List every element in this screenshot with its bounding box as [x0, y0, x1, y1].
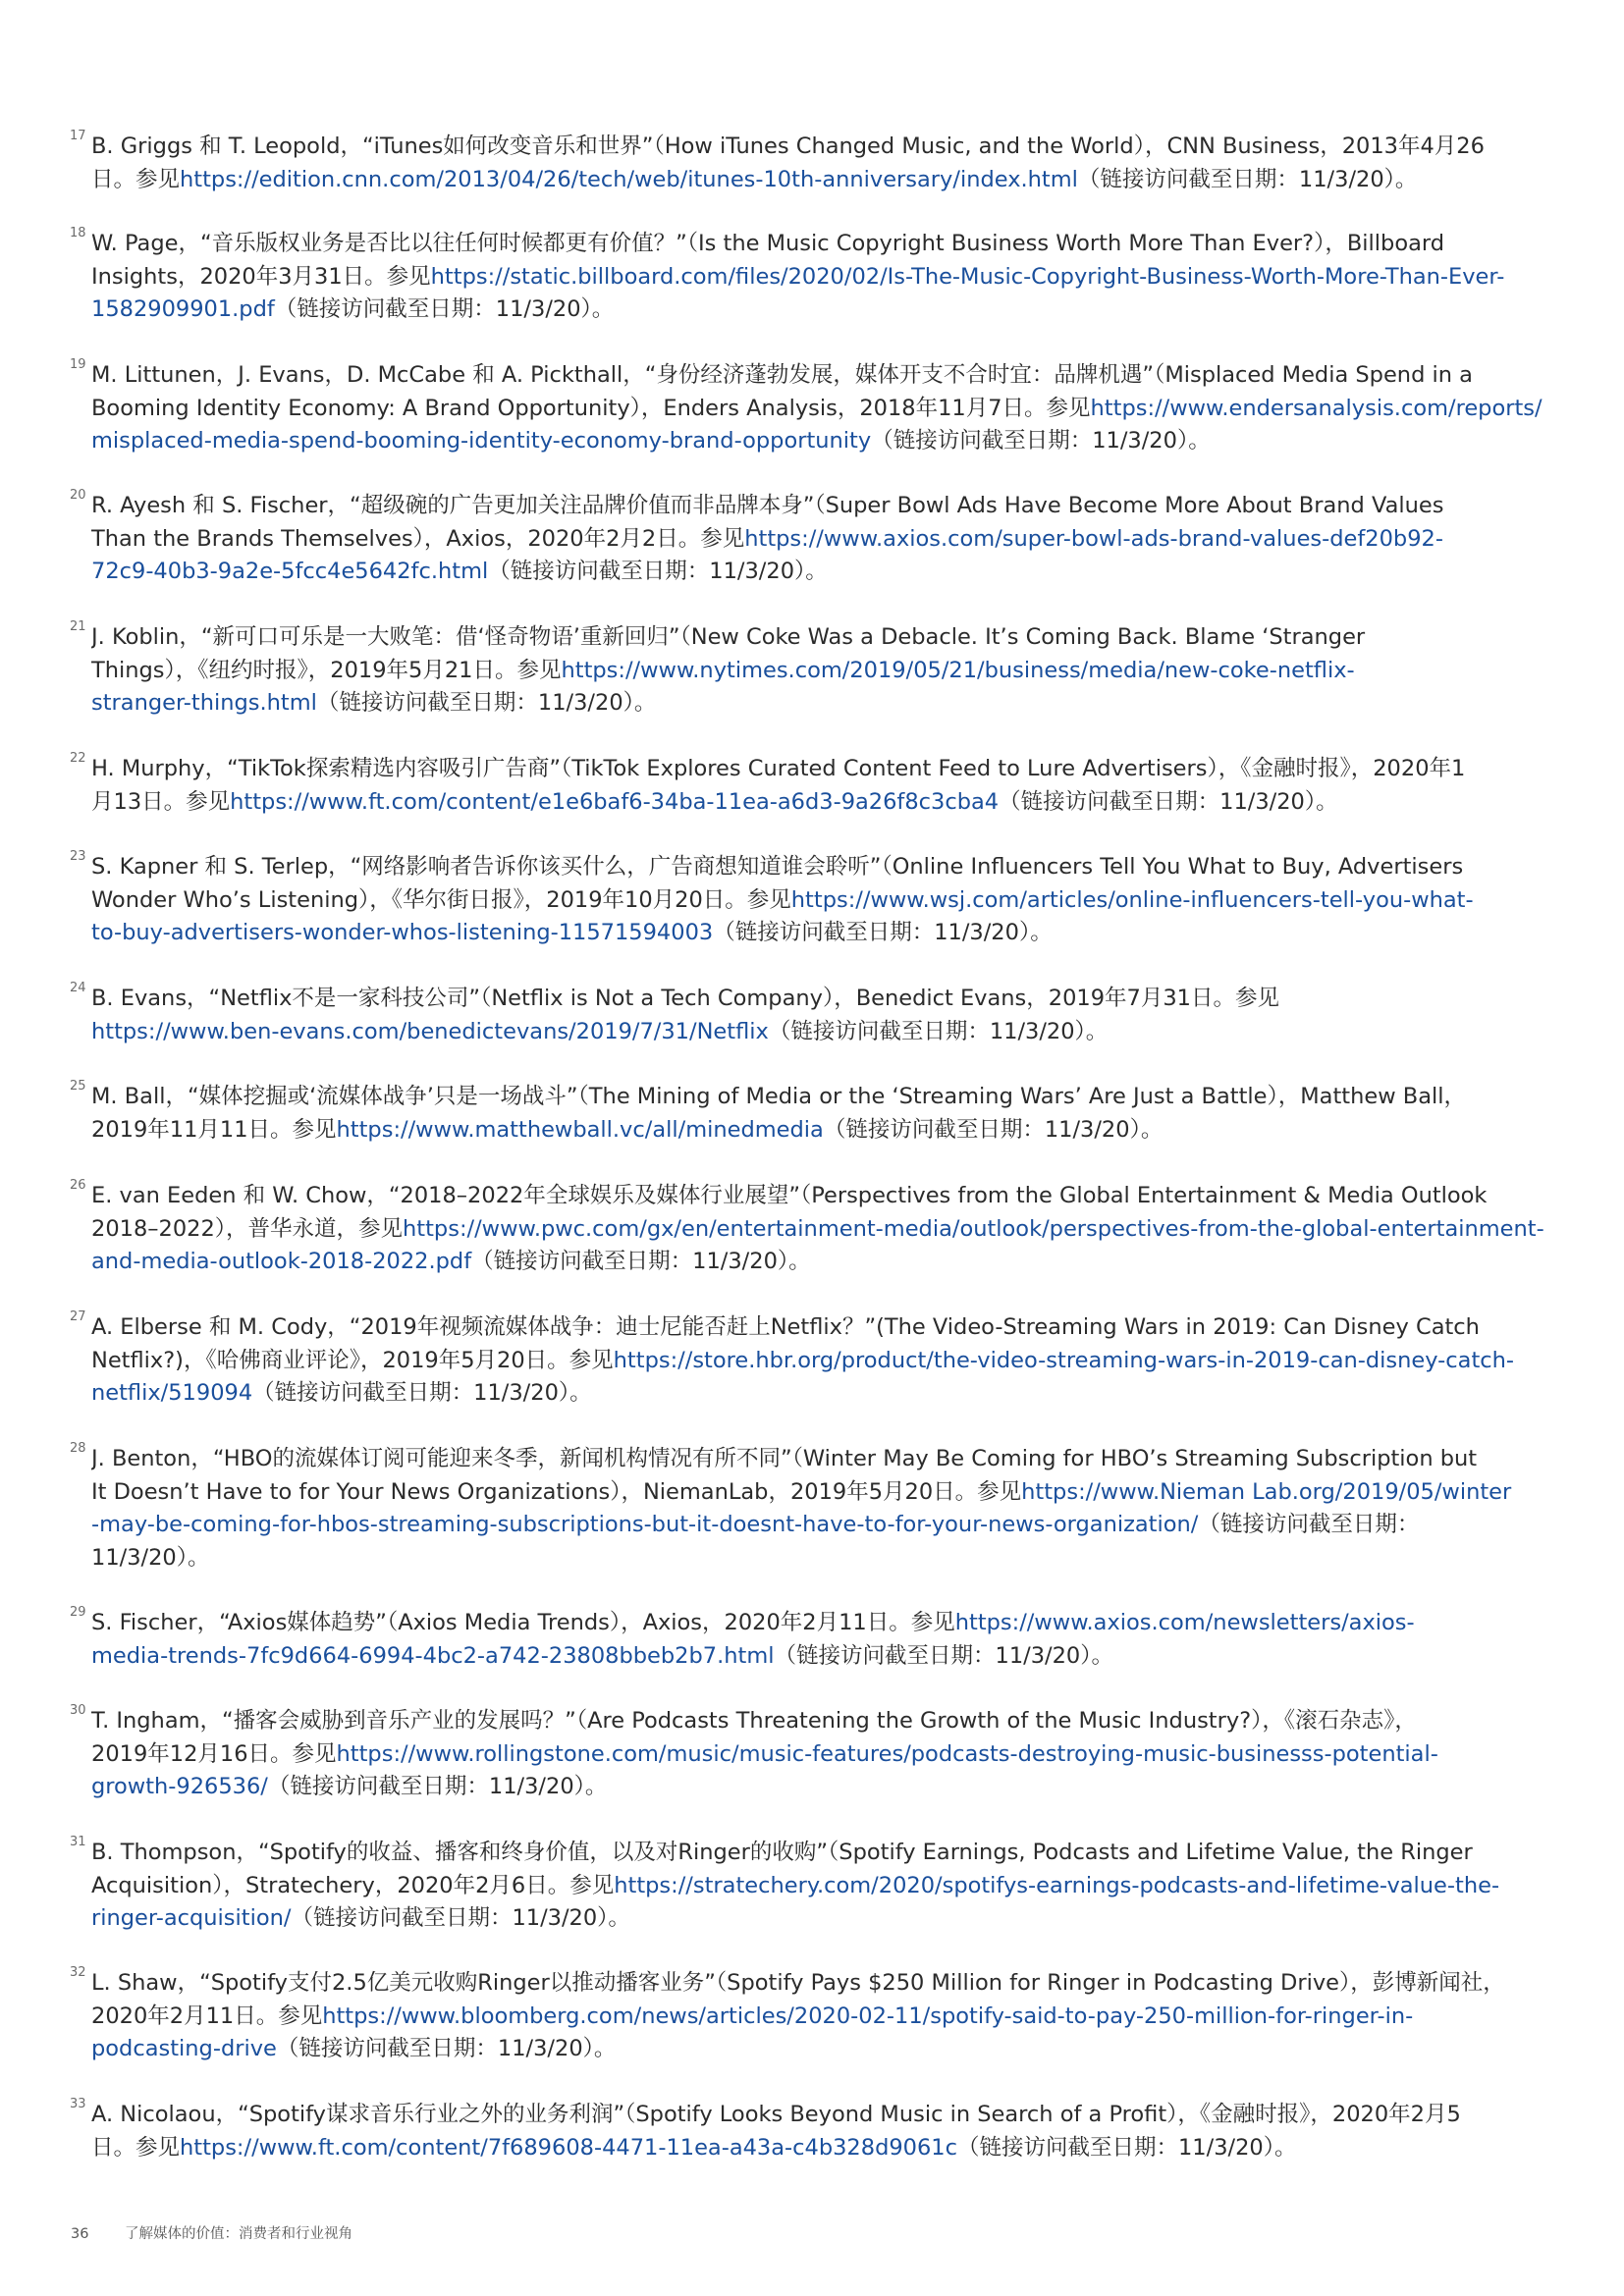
citation-link[interactable]: https://edition.cnn.com/2013/04/26/tech/web/itunes-10th-anniversary/index.html: [180, 166, 1078, 192]
citation-link[interactable]: https://www.bloomberg.com/news/articles/2020-02-11/spotify-said-to-pay-250-million-for-ringer-in-: [322, 2002, 1414, 2029]
citation-link[interactable]: https://www.ft.com/content/e1e6baf6-34ba-11ea-a6d3-9a26f8c3cba4: [230, 788, 1000, 815]
footnote-number: 20: [70, 488, 86, 503]
footnote-line: [91, 359, 1566, 393]
citation-text: M. Ball，“媒体挖掘或‘流媒体战争’只是一场战斗”（The Mining of Media or the ‘Streaming Wars’ Are Just a Battle），Matthew Ball，: [91, 1084, 1466, 1109]
citation-link[interactable]: growth-926536/: [91, 1774, 268, 1800]
footnote-number: 32: [70, 1965, 86, 1980]
footnote-number: 19: [70, 357, 86, 372]
citation-text: Insights，2020年3月31日。参见: [91, 263, 431, 290]
footnote-line: [91, 983, 1566, 1016]
citation-text: R. Ayesh 和 S. Fischer，“超级碗的广告更加关注品牌价值而非品牌本身”（Super Bowl Ads Have Become More About Brand Values: [91, 493, 1444, 518]
footnote-number: 24: [70, 981, 86, 995]
footnote-number: 18: [70, 226, 86, 240]
citation-link[interactable]: ringer-acquisition/: [91, 1905, 292, 1932]
footnote-line: [91, 556, 1566, 589]
citation-text: E. van Eeden 和 W. Chow，“2018–2022年全球娱乐及媒体行业展望”（Perspectives from the Global Entertainment & Media Outlook: [91, 1183, 1488, 1208]
footnote-line: [91, 1870, 1566, 1903]
citation-link[interactable]: media-trends-7fc9d664-6994-4bc2-a742-23808bbeb2b7.html: [91, 1642, 775, 1669]
footnote-line: [91, 621, 1566, 655]
footnote: [70, 1309, 1566, 1411]
footnote-line: [91, 917, 1566, 950]
citation-text: 2018–2022），普华永道，参见: [91, 1215, 404, 1242]
footnote-number: 29: [70, 1605, 86, 1620]
footnote-line: [91, 753, 1566, 786]
footnote-line: [91, 2099, 1566, 2132]
footnote-line: [91, 490, 1566, 523]
footnote: [70, 1965, 1566, 2066]
footnote: [70, 129, 1566, 196]
footer-title: 了解媒体的价值：消费者和行业视角: [125, 2226, 352, 2242]
footnote-line: [91, 884, 1566, 918]
footnote-line: [91, 1114, 1566, 1148]
citation-text: （链接访问截至日期：11/3/20）。: [291, 1905, 630, 1932]
footnote: [70, 357, 1566, 458]
citation-link[interactable]: podcasting-drive: [91, 2036, 277, 2062]
citation-text: Things），《纽约时报》，2019年5月21日。参见: [91, 657, 562, 683]
footnote: [70, 226, 1566, 327]
citation-link[interactable]: -may-be-coming-for-hbos-streaming-subscriptions-but-it-doesnt-have-to-for-your-news-organization/: [91, 1512, 1199, 1538]
footnote-number: 22: [70, 751, 86, 766]
citation-text: Than the Brands Themselves），Axios，2020年2月2日。参见: [91, 525, 745, 552]
citation-text: 2019年11月11日。参见: [91, 1116, 337, 1143]
citation-text: 2019年12月16日。参见: [91, 1740, 337, 1767]
citation-text: 日。参见: [91, 166, 181, 192]
citation-text: J. Koblin，“新可口可乐是一大败笔：借‘怪奇物语’重新回归”（New Coke Was a Debacle. It’s Coming Back. Blame ‘Stranger: [91, 624, 1366, 650]
footnote: [70, 1178, 1566, 1279]
citation-link[interactable]: https://www.wsj.com/articles/online-influencers-tell-you-what-: [790, 886, 1474, 913]
citation-text: 2020年2月11日。参见: [91, 2002, 323, 2029]
citation-link[interactable]: https://static.billboard.com/files/2020/02/Is-The-Music-Copyright-Business-Worth-More-Than-Ever-: [430, 263, 1505, 290]
citation-text: B. Griggs 和 T. Leopold，“iTunes如何改变音乐和世界”（How iTunes Changed Music, and the World），CNN Business，2013年4月26: [91, 133, 1485, 159]
footnote: [70, 619, 1566, 721]
citation-text: （链接访问截至日期：11/3/20）。: [774, 1642, 1113, 1669]
footnote-number: 26: [70, 1178, 86, 1193]
citation-text: Acquisition），Stratechery，2020年2月6日。参见: [91, 1872, 615, 1898]
footnote-line: [91, 1542, 1566, 1575]
footnote: [70, 2097, 1566, 2164]
citation-text: （链接访问截至日期：11/3/20）。: [252, 1380, 592, 1407]
footnote: [70, 1441, 1566, 1575]
citation-text: （链接访问截至日期：11/3/20）。: [999, 788, 1338, 815]
footnote-line: [91, 294, 1566, 327]
citation-link[interactable]: https://www.rollingstone.com/music/music-features/podcasts-destroying-music-businesss-potential-: [336, 1740, 1438, 1767]
footnote-number: 30: [70, 1703, 86, 1718]
footnote-line: [91, 1705, 1566, 1738]
citation-text: （链接访问截至日期：11/3/20）。: [276, 2036, 617, 2062]
footnote-line: [91, 1016, 1566, 1049]
citation-text: M. Littunen，J. Evans，D. McCabe 和 A. Pickthall，“身份经济蓬勃发展，媒体开支不合时宜：品牌机遇”（Misplaced Media Spend in a: [91, 362, 1473, 388]
citation-text: （链接访问截至日期：11/3/20）。: [488, 559, 828, 585]
footnote-number: 21: [70, 619, 86, 634]
footnote-line: [91, 1476, 1566, 1510]
citation-link[interactable]: https://www.pwc.com/gx/en/entertainment-media/outlook/perspectives-from-the-global-entertainment-: [403, 1215, 1544, 1242]
footnote: [70, 751, 1566, 819]
citation-text: H. Murphy，“TikTok探索精选内容吸引广告商”（TikTok Explores Curated Content Feed to Lure Advertisers），《金融时报》，2020年1: [91, 756, 1466, 781]
footnote-line: [91, 523, 1566, 557]
citation-text: Wonder Who’s Listening），《华尔街日报》，2019年10月20日。参见: [91, 886, 791, 913]
footnote-line: [91, 261, 1566, 294]
citation-text: J. Benton，“HBO的流媒体订阅可能迎来冬季，新闻机构情况有所不同”（Winter May Be Coming for HBO’s Streaming Subscription but: [91, 1446, 1478, 1471]
footnote-number: 33: [70, 2097, 86, 2111]
page-footer: [71, 2222, 352, 2243]
citation-link[interactable]: https://www.ft.com/content/7f689608-4471-11ea-a43a-c4b328d9061c: [180, 2134, 957, 2161]
footnote: [70, 1605, 1566, 1673]
citation-text: B. Thompson，“Spotify的收益、播客和终身价值，以及对Ringer的收购”（Spotify Earnings, Podcasts and Lifetime Value, the Ringer: [91, 1840, 1473, 1865]
footnote-line: [91, 1246, 1566, 1279]
footnote-line: [91, 2132, 1566, 2165]
footnote-line: [91, 1345, 1566, 1378]
citation-link[interactable]: misplaced-media-spend-booming-identity-economy-brand-opportunity: [91, 428, 872, 454]
citation-link[interactable]: netflix/519094: [91, 1380, 253, 1407]
citation-text: A. Elberse 和 M. Cody，“2019年视频流媒体战争：迪士尼能否赶上Netflix？”(The Video-Streaming Wars in 2019: Can Disney Catch: [91, 1314, 1480, 1340]
citation-link[interactable]: https://www.axios.com/newsletters/axios-: [954, 1610, 1415, 1635]
citation-text: （链接访问截至日期：11/3/20）。: [871, 428, 1211, 454]
footnote-line: [91, 1640, 1566, 1674]
citation-text: （链接访问截至日期：11/3/20）。: [471, 1249, 811, 1275]
citation-text: S. Kapner 和 S. Terlep，“网络影响者告诉你该买什么，广告商想知道谁会聆听”（Online Influencers Tell You What to Buy, Advertisers: [91, 854, 1464, 880]
citation-link[interactable]: stranger-things.html: [91, 690, 317, 717]
footnote-line: [91, 1738, 1566, 1772]
footnote: [70, 488, 1566, 589]
citation-text: 11/3/20）。: [91, 1544, 210, 1571]
citation-text: 月13日。参见: [91, 788, 231, 815]
citation-text: W. Page，“音乐版权业务是否比以往任何时候都更有价值？”（Is the Music Copyright Business Worth More Than Ever?），Billboard: [91, 231, 1445, 256]
citation-link[interactable]: https://www.ben-evans.com/benedictevans/2019/7/31/Netflix: [91, 1018, 769, 1044]
footnote-line: [91, 1081, 1566, 1114]
footnote-line: [91, 131, 1566, 164]
footnote-line: [91, 1607, 1566, 1640]
citation-text: （链接访问截至日期：11/3/20）。: [956, 2134, 1297, 2161]
citation-text: S. Fischer，“Axios媒体趋势”（Axios Media Trends），Axios，2020年2月11日。参见: [91, 1610, 955, 1635]
footnote-line: [91, 1509, 1566, 1542]
citation-link[interactable]: https://www.nytimes.com/2019/05/21/business/media/new-coke-netflix-: [561, 657, 1355, 683]
citation-link[interactable]: 72c9-40b3-9a2e-5fcc4e5642fc.html: [91, 559, 489, 585]
citation-link[interactable]: https://www.axios.com/super-bowl-ads-brand-values-def20b92-: [744, 525, 1443, 552]
footnote-line: [91, 2033, 1566, 2066]
citation-text: Booming Identity Economy: A Brand Opportunity），Enders Analysis，2018年11月7日。参见: [91, 395, 1091, 421]
footnote-line: [91, 1443, 1566, 1476]
footnote-line: [91, 228, 1566, 261]
citation-text: （链接访问截至日期：11/3/20）。: [1077, 166, 1418, 192]
citation-link[interactable]: https://stratechery.com/2020/spotifys-earnings-podcasts-and-lifetime-value-the-: [614, 1872, 1500, 1898]
citation-text: It Doesn’t Have to for Your News Organizations），NiemanLab，2019年5月20日。参见: [91, 1478, 1022, 1505]
citation-text: （链接访问截至日期：11/3/20）。: [713, 920, 1053, 946]
footnote: [70, 849, 1566, 950]
citation-link[interactable]: https://www.Nieman Lab.org/2019/05/winter: [1021, 1478, 1512, 1505]
footnote-line: [91, 1180, 1566, 1213]
footnote-line: [91, 851, 1566, 884]
citation-text: （链接访问截至日期：11/3/20）。: [316, 690, 657, 717]
citation-text: （链接访问截至日期：11/3/20）。: [274, 296, 615, 323]
footnote: [70, 981, 1566, 1048]
citation-link[interactable]: and-media-outlook-2018-2022.pdf: [91, 1249, 472, 1275]
citation-text: （链接访问截至日期：11/3/20）。: [823, 1116, 1164, 1143]
footnote-line: [91, 655, 1566, 688]
page-number: 36: [71, 2226, 89, 2242]
citation-text: L. Shaw，“Spotify支付2.5亿美元收购Ringer以推动播客业务”（Spotify Pays $250 Million for Ringer in Podcasting Drive），彭博新闻社，: [91, 1970, 1505, 1996]
footnote-number: 28: [70, 1441, 86, 1456]
footnote: [70, 1835, 1566, 1936]
footnote-line: [91, 393, 1566, 426]
citation-text: 日。参见: [91, 2134, 181, 2161]
citation-text: A. Nicolaou，“Spotify谋求音乐行业之外的业务利润”（Spotify Looks Beyond Music in Search of a Profit），《金融时报》，2020年2月5: [91, 2102, 1461, 2127]
footnote-number: 31: [70, 1835, 86, 1849]
footnote: [70, 1079, 1566, 1147]
citation-link[interactable]: to-buy-advertisers-wonder-whos-listening-11571594003: [91, 920, 714, 946]
citation-text: （链接访问截至日期：11/3/20）。: [768, 1018, 1109, 1044]
footnote-number: 17: [70, 129, 86, 143]
footnote-line: [91, 786, 1566, 820]
footnote-number: 25: [70, 1079, 86, 1094]
footnote-line: [91, 2001, 1566, 2034]
citation-link[interactable]: 1582909901.pdf: [91, 296, 275, 323]
citation-text: T. Ingham，“播客会威胁到音乐产业的发展吗？”（Are Podcasts Threatening the Growth of the Music Industry?），《滚石杂志》，: [91, 1708, 1417, 1734]
footnote-line: [91, 1902, 1566, 1936]
citation-link[interactable]: https://www.matthewball.vc/all/minedmedia: [336, 1116, 824, 1143]
citation-text: （链接访问截至日期：: [1198, 1512, 1420, 1538]
footnote-number: 23: [70, 849, 86, 864]
footnote-line: [91, 1213, 1566, 1247]
footnote-line: [91, 1771, 1566, 1804]
citation-text: Netflix?)，《哈佛商业评论》，2019年5月20日。参见: [91, 1347, 614, 1373]
citation-text: B. Evans，“Netflix不是一家科技公司”（Netflix is Not a Tech Company），Benedict Evans，2019年7月31日。参见: [91, 986, 1279, 1011]
footnote-line: [91, 1377, 1566, 1411]
footnote-line: [91, 1837, 1566, 1870]
footnote: [70, 1703, 1566, 1804]
footnote-line: [91, 1311, 1566, 1345]
citation-text: （链接访问截至日期：11/3/20）。: [267, 1774, 608, 1800]
citation-link[interactable]: https://www.endersanalysis.com/reports/: [1090, 395, 1543, 421]
footnote-line: [91, 687, 1566, 721]
footnote-line: [91, 164, 1566, 197]
footnote-number: 27: [70, 1309, 86, 1324]
footnote-line: [91, 425, 1566, 458]
citation-link[interactable]: https://store.hbr.org/product/the-video-streaming-wars-in-2019-can-disney-catch-: [613, 1347, 1515, 1373]
footnote-line: [91, 1967, 1566, 2001]
